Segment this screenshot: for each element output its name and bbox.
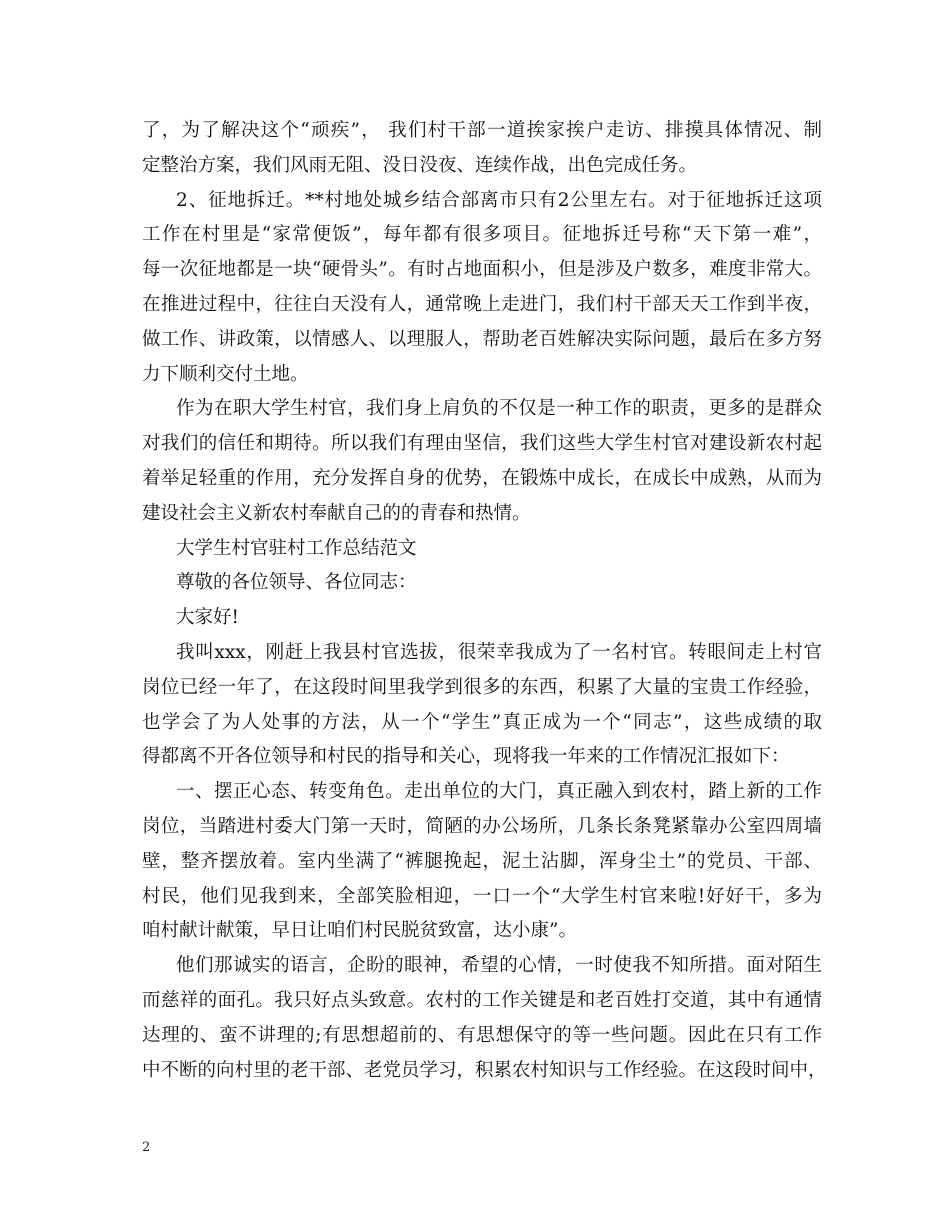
text-line: 2、征地拆迁。**村地处城乡结合部离市只有2公里左右。对于征地拆迁这项 (176, 189, 822, 211)
text-line: 一、摆正心态、转变角色。走出单位的大门，真正融入到农村，踏上新的工作 (176, 781, 822, 803)
text-line: 村民，他们见我到来，全部笑脸相迎，一口一个“大学生村官来啦!好好干，多为 (142, 885, 822, 907)
text-line: 壁，整齐摆放着。室内坐满了“裤腿挽起，泥土沾脚，浑身尘土”的党员、干部、 (142, 850, 822, 872)
text-line: 也学会了为人处事的方法，从一个“学生”真正成为一个“同志”，这些成绩的取 (142, 711, 822, 733)
text-line: 达理的、蛮不讲理的;有思想超前的、有思想保守的等一些问题。因此在只有工作 (142, 1024, 822, 1046)
text-line: 得都离不开各位领导和村民的指导和关心，现将我一年来的工作情况汇报如下： (142, 746, 790, 768)
text-line: 我叫xxx，刚赶上我县村官选拔，很荣幸我成为了一名村官。转眼间走上村官 (176, 641, 822, 663)
section-title: 大学生村官驻村工作总结范文 (176, 537, 417, 559)
text-line: 中不断的向村里的老干部、老党员学习，积累农村知识与工作经验。在这段时间中， (142, 1059, 827, 1081)
text-line: 力下顺利交付土地。 (142, 363, 309, 385)
greeting: 大家好! (176, 607, 239, 629)
text-line: 岗位已经一年了，在这段时间里我学到很多的东西，积累了大量的宝贵工作经验， (142, 676, 822, 698)
salutation: 尊敬的各位领导、各位同志： (176, 572, 417, 594)
text-line: 而慈祥的面孔。我只好点头致意。农村的工作关键是和老百姓打交道，其中有通情 (142, 989, 822, 1011)
text-line: 定整治方案，我们风雨无阻、没日没夜、连续作战，出色完成任务。 (142, 154, 698, 176)
document-body (142, 114, 827, 1088)
text-line: 对我们的信任和期待。所以我们有理由坚信，我们这些大学生村官对建设新农村起 (142, 433, 822, 455)
text-line: 着举足轻重的作用，充分发挥自身的优势，在锻炼中成长，在成长中成熟，从而为 (142, 467, 822, 489)
text-line: 每一次征地都是一块“硬骨头”。有时占地面积小，但是涉及户数多，难度非常大。 (142, 259, 822, 281)
page-number: 2 (142, 1140, 151, 1155)
text-line: 咱村献计献策，早日让咱们村民脱贫致富，达小康”。 (142, 920, 577, 942)
text-line: 做工作、讲政策，以情感人、以理服人，帮助老百姓解决实际问题，最后在多方努 (142, 328, 822, 350)
text-line: 建设社会主义新农村奉献自己的的青春和热情。 (142, 502, 531, 524)
text-line: 他们那诚实的语言，企盼的眼神，希望的心情，一时使我不知所措。面对陌生 (176, 955, 822, 977)
text-line: 在推进过程中，往往白天没有人，通常晚上走进门，我们村干部天天工作到半夜， (142, 293, 822, 315)
text-line: 岗位，当踏进村委大门第一天时，简陋的办公场所，几条长条凳紧靠办公室四周墙 (142, 815, 822, 837)
text-line: 工作在村里是“家常便饭”，每年都有很多项目。征地拆迁号称“天下第一难”， (142, 224, 822, 246)
text-line: 作为在职大学生村官，我们身上肩负的不仅是一种工作的职责，更多的是群众 (176, 398, 822, 420)
text-line: 了，为了解决这个“顽疾”， 我们村干部一道挨家挨户走访、排摸具体情况、制 (142, 120, 822, 141)
